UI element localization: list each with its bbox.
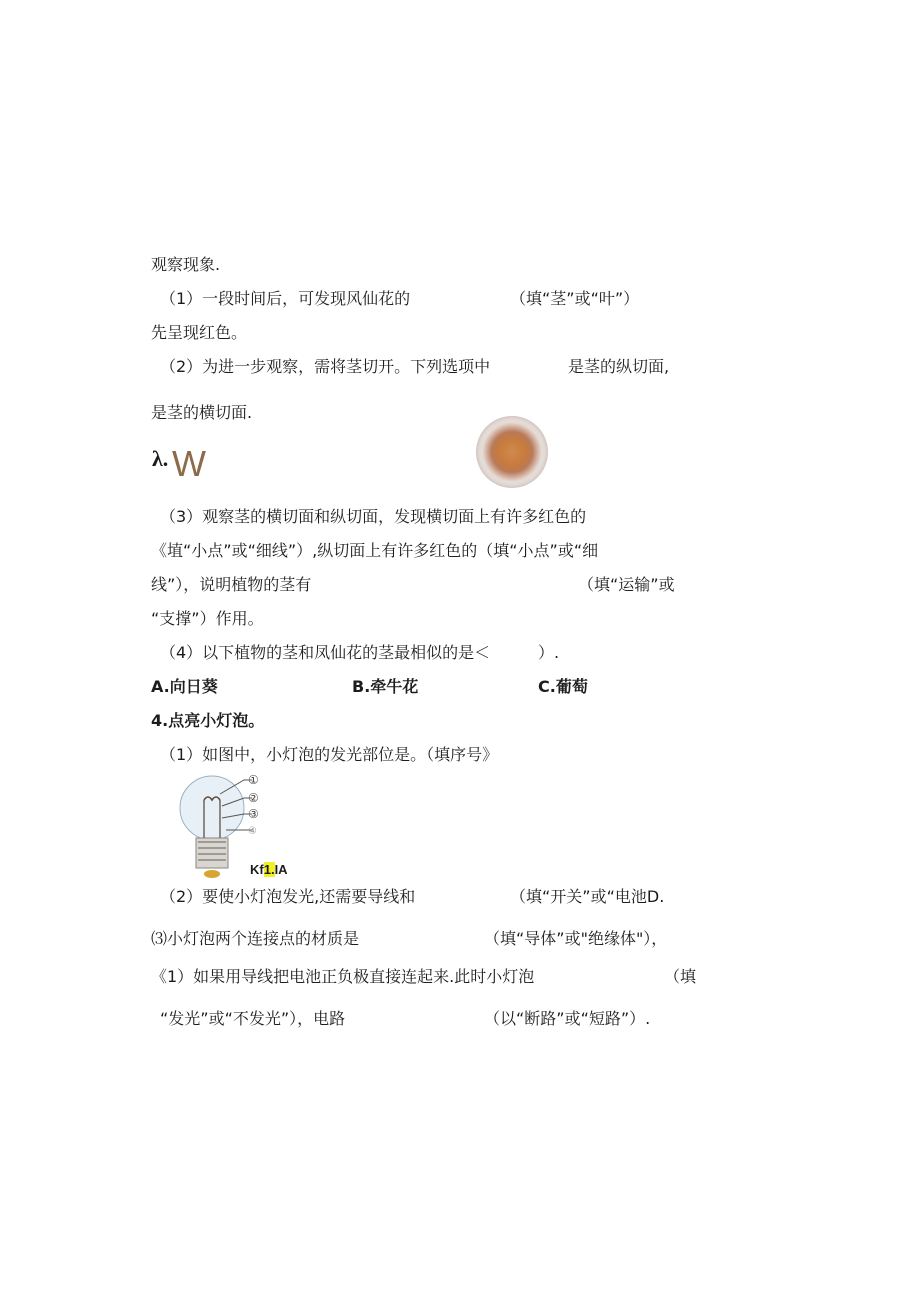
code-suffix: IA <box>274 862 288 877</box>
question-2-stem: （2）为进一步观察，需将茎切开。下列选项中 <box>160 357 491 376</box>
text-line: 是茎的横切面. <box>151 403 253 422</box>
text-line: （填“运输”或 <box>578 575 675 594</box>
question-2-tail: 是茎的纵切面, <box>568 357 670 376</box>
figure-code-label <box>250 862 288 878</box>
bulb-question-2-hint: （填“开关”或“电池D. <box>510 887 665 906</box>
bulb-question-3: ⑶小灯泡两个连接点的材质是 <box>151 929 360 948</box>
question-3-stem: （3）观察茎的横切面和纵切面，发现横切面上有许多红色的 <box>160 507 587 526</box>
text-line: “支撑”）作用。 <box>151 609 264 628</box>
bulb-label-3: ③ <box>248 807 259 821</box>
bulb-question-4-hint: （填 <box>664 967 697 986</box>
choice-b: B.牵牛花 <box>352 677 419 696</box>
bulb-label-4: ④ <box>248 826 257 837</box>
text-line: （以“断路”或“短路”）. <box>484 1009 651 1028</box>
choice-c: C.葡萄 <box>538 677 588 696</box>
text-line: 《埴“小点”或“细线”）,纵切面上有许多红色的（填“小点”或“细 <box>151 541 599 560</box>
bulb-question-1: （1）如图中，小灯泡的发光部位是。（填序号》 <box>160 745 499 764</box>
text-line: 观察现象. <box>151 255 221 274</box>
option-figure-w: W <box>172 443 206 484</box>
text-line: 先呈现红色。 <box>151 323 248 342</box>
code-prefix: Kf <box>250 862 264 877</box>
question-1-stem: （1）一段时间后，可发现风仙花的 <box>160 289 411 308</box>
question-4-stem: （4）以下植物的茎和凤仙花的茎最相似的是＜ <box>160 643 491 662</box>
text-line: 线”），说明植物的茎有 <box>151 575 312 594</box>
code-highlight: 1. <box>263 862 275 877</box>
text-line: “发光”或“不发光”），电路 <box>160 1009 346 1028</box>
stem-cross-section-image <box>476 416 548 488</box>
choice-a: A.向日葵 <box>151 677 218 696</box>
bulb-question-2: （2）要使小灯泡发光,还需要导线和 <box>160 887 416 906</box>
bulb-label-2: ② <box>248 791 259 805</box>
question-1-hint: （填“茎”或“叶”） <box>510 289 640 308</box>
bulb-question-3-hint: （填“导体”或"绝缘体"）， <box>484 929 668 948</box>
section-4-heading: 4.点亮小灯泡。 <box>151 711 265 730</box>
question-4-close: ）. <box>538 643 560 662</box>
option-a-label: λ. <box>152 446 169 471</box>
bulb-label-1: ① <box>248 773 259 787</box>
bulb-question-4: 《1）如果用导线把电池正负极直接连起来.此时小灯泡 <box>151 967 535 986</box>
